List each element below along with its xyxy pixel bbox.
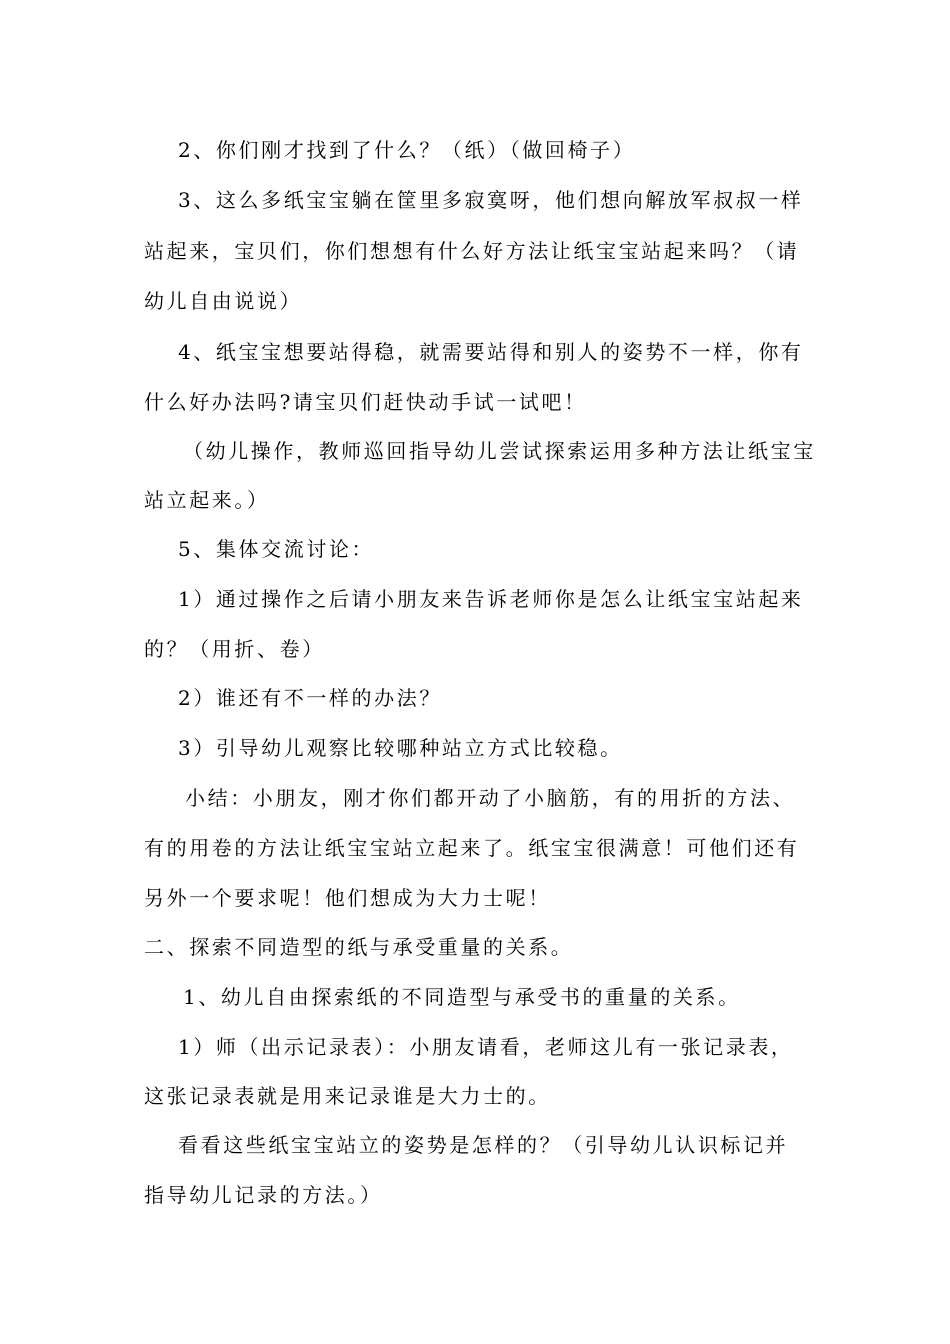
text-line: 站立起来。） — [144, 488, 270, 512]
text-line: 4、纸宝宝想要站得稳，就需要站得和别人的姿势不一样，你有 — [178, 340, 804, 364]
text-line: 2）谁还有不一样的办法？ — [178, 686, 442, 710]
text-line: 有的用卷的方法让纸宝宝站立起来了。纸宝宝很满意！可他们还有 — [144, 836, 800, 860]
text-line: 3、这么多纸宝宝躺在筐里多寂寞呀，他们想向解放军叔叔一样 — [178, 188, 804, 212]
text-line: 幼儿自由说说） — [144, 289, 303, 313]
section-heading: 二、探索不同造型的纸与承受重量的关系。 — [144, 935, 574, 959]
text-line: 的？（用折、卷） — [144, 637, 325, 661]
text-line: 小结：小朋友，刚才你们都开动了小脑筋，有的用折的方法、 — [185, 786, 796, 810]
text-line: 2、你们刚才找到了什么？（纸）（做回椅子） — [178, 138, 636, 162]
text-line: （幼儿操作，教师巡回指导幼儿尝试探索运用多种方法让纸宝宝 — [183, 439, 816, 463]
text-line: 5、集体交流讨论： — [178, 537, 375, 561]
text-line: 1）师（出示记录表）：小朋友请看，老师这儿有一张记录表， — [178, 1035, 794, 1059]
text-line: 站起来，宝贝们，你们想想有什么好方法让纸宝宝站起来吗？（请 — [144, 239, 800, 263]
text-line: 另外一个要求呢！他们想成为大力士呢！ — [144, 886, 551, 910]
text-line: 指导幼儿记录的方法。） — [144, 1183, 383, 1207]
text-line: 这张记录表就是用来记录谁是大力士的。 — [144, 1084, 551, 1108]
text-line: 看看这些纸宝宝站立的姿势是怎样的？（引导幼儿认识标记并 — [178, 1133, 789, 1157]
text-line: 1）通过操作之后请小朋友来告诉老师你是怎么让纸宝宝站起来 — [178, 587, 804, 611]
text-line: 1、幼儿自由探索纸的不同造型与承受书的重量的关系。 — [183, 985, 741, 1009]
text-line: 什么好办法吗?请宝贝们赶快动手试一试吧！ — [144, 390, 587, 414]
text-line: 3）引导幼儿观察比较哪种站立方式比较稳。 — [178, 736, 623, 760]
